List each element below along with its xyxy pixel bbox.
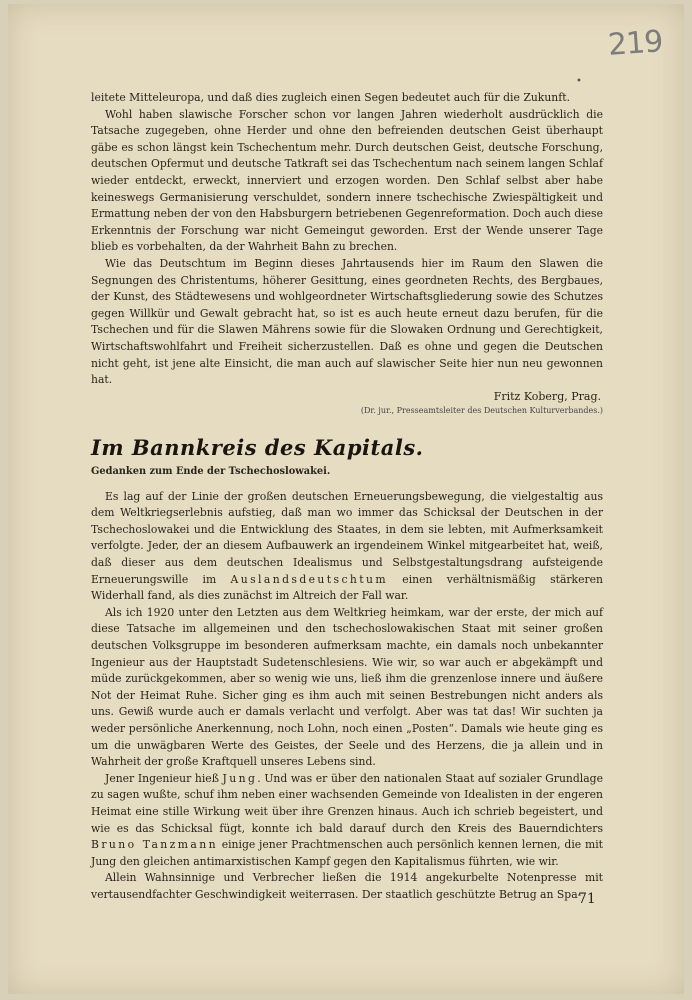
document-page: [8, 4, 684, 994]
intro-paragraph-3: Wie das Deutschtum im Beginn dieses Jahrtausends hier im Raum den Slawen die Segnungen des Christentums, höherer Gesittung, eines geordneten Rechts, des Bergbaues, der Kunst, des Städtewesens und wohlgeordneter Wirtschaftsgliederung sowie des Schutzes gegen Willkür und Gewalt gebracht hat, so ist es auch heute erneut dazu berufen, für die Tschechen und für die Slawen Mährens sowie für die Slowaken Ordnung und Gerechtigkeit, Wirtschaftswohlfahrt und Freiheit sicherzustellen. Daß es ohne und gegen die Deutschen nicht geht, ist jene alte Einsicht, die man auch auf slawischer Seite hier nun neu gewonnen hat.: [91, 256, 603, 387]
body-paragraph-1-text-b: einen verhältnismäßig stärkeren Widerhall fand, als dies zunächst im Altreich der Fall war.: [91, 572, 603, 603]
body-paragraph-3-text-c: einige jener Prachtmenschen auch persönlich kennen lernen, die mit Jung den gleichen antimarxistischen Kampf gegen den Kapitalismus führten, wie wir.: [91, 838, 603, 868]
body-paragraph-2: Als ich 1920 unter den Letzten aus dem Weltkrieg heimkam, war der erste, der mich auf diese Tatsache im allgemeinen und den tschechoslowakischen Staat mit seiner großen deutschen Volksgruppe im besonderen aufmerksam machte, ein damals noch unbekannter Ingenieur aus der Hauptstadt Sudetenschlesiens. Wie wir, so war auch er abgekämpft und müde zurückgekommen, aber so wenig wie uns, ließ ihm die grenzenlose innere und äußere Not der Heimat Ruhe. Sicher ging es ihm auch mit seinen Bestrebungen nicht anders als uns. Gewiß wurde auch er damals verlacht und verfolgt. Aber was tat das! Wir suchten ja weder persönliche Anerkennung, noch Lohn, noch einen „Posten“. Damals wie heute ging es um die unwägbaren Werte des Geistes, der Seele und des Herzens, die ja allein und in Wahrheit der große Kraftquell unseres Lebens sind.: [91, 605, 603, 769]
intro-paragraph-1: leitete Mitteleuropa, und daß dies zugleich einen Segen bedeutet auch für die Zukunft.: [91, 91, 571, 104]
article-subheading: Gedanken zum Ende der Tschechoslowakei.: [91, 465, 331, 477]
body-paragraph-1-text-a: Es lag auf der Linie der großen deutschen Erneuerungsbewegung, die vielgestaltig aus dem Weltkriegserlebnis aufstieg, daß man wo immer das Schicksal der Deutschen in der Tschechoslowakei und die Entwicklung des Staates, in dem sie lebten, mit Aufmerksamkeit verfolgte. Jeder, der an diesem Aufbauwerk an irgendeinem Winkel mitgearbeitet hat, weiß, daß dieser aus dem deutschen Idealismus und Selbstgestaltungsdrang aufsteigende Erneuerungswille im: [91, 489, 603, 586]
author-affiliation: (Dr. jur., Presseamtsleiter des Deutschen Kulturverbandes.): [360, 405, 603, 415]
body-paragraph-3-text-b: . Und was er über den nationalen Staat auf sozialer Grundlage zu sagen wußte, schuf ihm neben einer wachsenden Gemeinde von Idealisten in der engeren Heimat eine stille Wirkung weit über ihre Grenzen hinaus. Auch ich schrieb begeistert, und wie es das Schicksal fügt, konnte ich bald darauf durch den Kreis des Bauerndichters: [91, 771, 603, 835]
intro-paragraph-2: Wohl haben slawische Forscher schon vor langen Jahren wiederholt ausdrücklich die Tatsache zugegeben, ohne Herder und ohne den befreienden deutschen Geist überhaupt gäbe es schon längst kein Tschechentum mehr. Durch deutschen Geist, deutsche Forschung, deutschen Opfermut und deutsche Tatkraft sei das Tschechentum nach seinem langen Schlaf wieder entdeckt, erweckt, innerviert und erzogen worden. Den Schlaf selbst aber habe keineswegs Germanisierung verschuldet, sondern innere tschechische Zwiespältigkeit und Ermattung neben der von den Habsburgern betriebenen Gegenreformation. Doch auch diese Erkenntnis der Forschung war nicht Gemeingut geworden. Erst der Wende unserer Tage blieb es vorbehalten, da der Wahrheit Bahn zu brechen.: [91, 107, 603, 254]
margin-dot: •: [576, 76, 582, 87]
spaced-name-jung: Jung: [222, 771, 258, 785]
page-content: [91, 90, 603, 904]
body-paragraph-4: Allein Wahnsinnige und Verbrecher ließen die 1914 angekurbelte Notenpresse mit vertausendfachter Geschwindigkeit weiterrasen. Der staatlich geschützte Betrug an Spa-: [91, 871, 603, 901]
spaced-term-auslandsdeutschtum: Auslandsdeutschtum: [230, 572, 388, 586]
body-paragraph-3: [91, 771, 603, 871]
handwritten-folio-number: 219: [606, 24, 664, 63]
body-paragraph-1: [91, 489, 603, 605]
spaced-name-tanzmann: Bruno Tanzmann: [91, 838, 218, 852]
page-number: 71: [578, 891, 596, 907]
article-heading: Im Bannkreis des Kapitals.: [91, 434, 424, 460]
body-paragraph-3-text-a: Jener Ingenieur hieß: [105, 771, 223, 785]
author-signature: Fritz Koberg, Prag.: [493, 389, 601, 403]
